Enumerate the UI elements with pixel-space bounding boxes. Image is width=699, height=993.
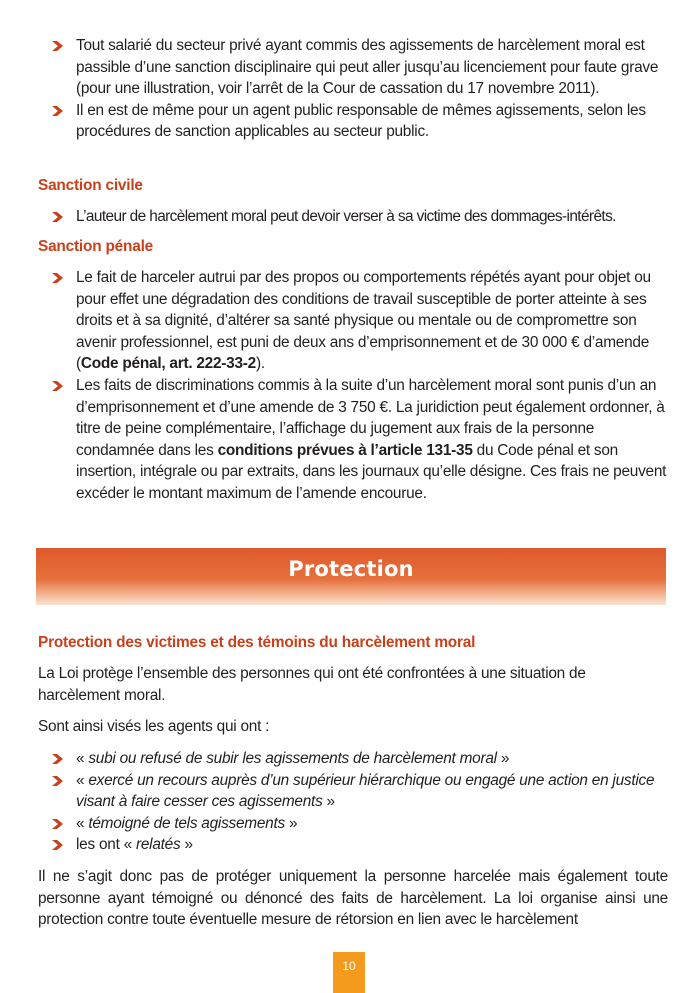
arrow-bullet-icon (52, 105, 68, 117)
list-item-text: Tout salarié du secteur privé ayant commis des agissements de harcèlement moral est passible d’une sanction disciplinaire qui peut aller jusqu’au licenciement pour faute grave (pour une illustration, voir l’arrêt de la Cour de cassation du 17 novembre 2011). (76, 37, 659, 98)
quote-close: » (284, 814, 298, 832)
list-item-text: Le fait de harceler autrui par des propos ou comportements répétés ayant pour objet ou pour effet une dégradation des conditions de travail susceptible de porter atteinte à ses droits et à sa dignité, d’altérer sa santé physique ou mentale ou de compromettre son avenir professionnel, est puni de deux ans d’emprisonnement et de 30 000 € d’amende ( (76, 269, 651, 373)
list-item-text: L’auteur de harcèlement moral peut devoir verser à sa victime des dommages-intérêts. (76, 208, 616, 225)
list-item (38, 748, 668, 770)
list-item (38, 834, 668, 856)
quote-close: » (322, 793, 335, 811)
arrow-bullet-icon (52, 40, 68, 52)
banner-title: Protection (288, 557, 414, 581)
list-item-text-end: ). (255, 355, 265, 373)
protection-paragraph-1: La Loi protège l’ensemble des personnes qui ont été confrontées à une situation de harcèlement moral. (38, 665, 586, 704)
quote-open: « (76, 771, 89, 789)
list-item-text: exercé un recours auprès d’un supérieur hiérarchique ou engagé une action en justice visant à faire cesser ces agissements (76, 771, 655, 811)
quote-open: « (76, 814, 89, 832)
list-item (38, 35, 668, 100)
list-item (38, 375, 668, 505)
quote-close: » (180, 836, 193, 854)
quote-close: » (496, 750, 510, 767)
list-item-text: Il en est de même pour un agent public responsable de mêmes agissements, selon les procédures de sanction applicables au secteur public. (76, 101, 646, 141)
section-heading-civile: Sanction civile (38, 177, 143, 194)
list-item (38, 100, 668, 143)
arrow-bullet-icon (52, 753, 68, 765)
protection-targets-list (38, 748, 668, 856)
protection-paragraph-3: Il ne s’agit donc pas de protéger uniquement la personne harcelée mais également toute personne ayant témoigné ou dénoncé des faits de harcèlement. La loi organise ainsi une protection contre toute éventuelle mesure de rétorsion en lien avec le harcèlement (38, 868, 668, 929)
sanction-civile-list (38, 206, 668, 228)
sanctions-intro (38, 35, 668, 143)
page-number: 10 (333, 952, 365, 993)
sanction-penale-list (38, 267, 668, 505)
sanction-penale (38, 267, 668, 505)
protection-targets (38, 748, 668, 856)
arrow-bullet-icon (52, 272, 68, 284)
protection-subtitle: Protection des victimes et des témoins du harcèlement moral (38, 634, 476, 651)
list-item-text: Les faits de discriminations commis à la suite d’un harcèlement moral sont punis d’un an d’emprisonnement et d’une amende de 3 750 €. La juridiction peut également ordonner, à titre de peine complémentaire, l’affichage du jugement aux frais de la personne condamnée dans les (76, 376, 665, 459)
arrow-bullet-icon (52, 380, 68, 392)
list-item-text: subi ou refusé de subir les agissements de harcèlement moral (88, 750, 497, 767)
list-item-text-end: du Code pénal et son insertion, intégrale ou par extraits, dans les journaux qu’elle désigne. Ces frais ne peuvent excéder le montant maximum de l’amende encourue. (76, 441, 667, 502)
list-item-text: relatés (135, 836, 181, 854)
quote-open: les ont « (76, 836, 136, 854)
section-heading-penale: Sanction pénale (38, 238, 154, 255)
arrow-bullet-icon (52, 818, 68, 830)
arrow-bullet-icon (52, 839, 68, 851)
legal-reference: Code pénal, art. 222-33-2 (80, 355, 256, 373)
list-item (38, 813, 668, 835)
list-item (38, 267, 668, 375)
legal-reference: conditions prévues à l’article 131-35 (217, 441, 473, 459)
quote-open: « (76, 750, 89, 767)
section-banner (36, 548, 666, 605)
protection-paragraph-2: Sont ainsi visés les agents qui ont : (38, 718, 270, 735)
arrow-bullet-icon (52, 211, 68, 223)
list-item (38, 206, 668, 228)
list-item (38, 770, 668, 813)
list-item-text: témoigné de tels agissements (88, 814, 285, 832)
sanction-civile (38, 206, 668, 228)
arrow-bullet-icon (52, 775, 68, 787)
sanctions-intro-list (38, 35, 668, 143)
